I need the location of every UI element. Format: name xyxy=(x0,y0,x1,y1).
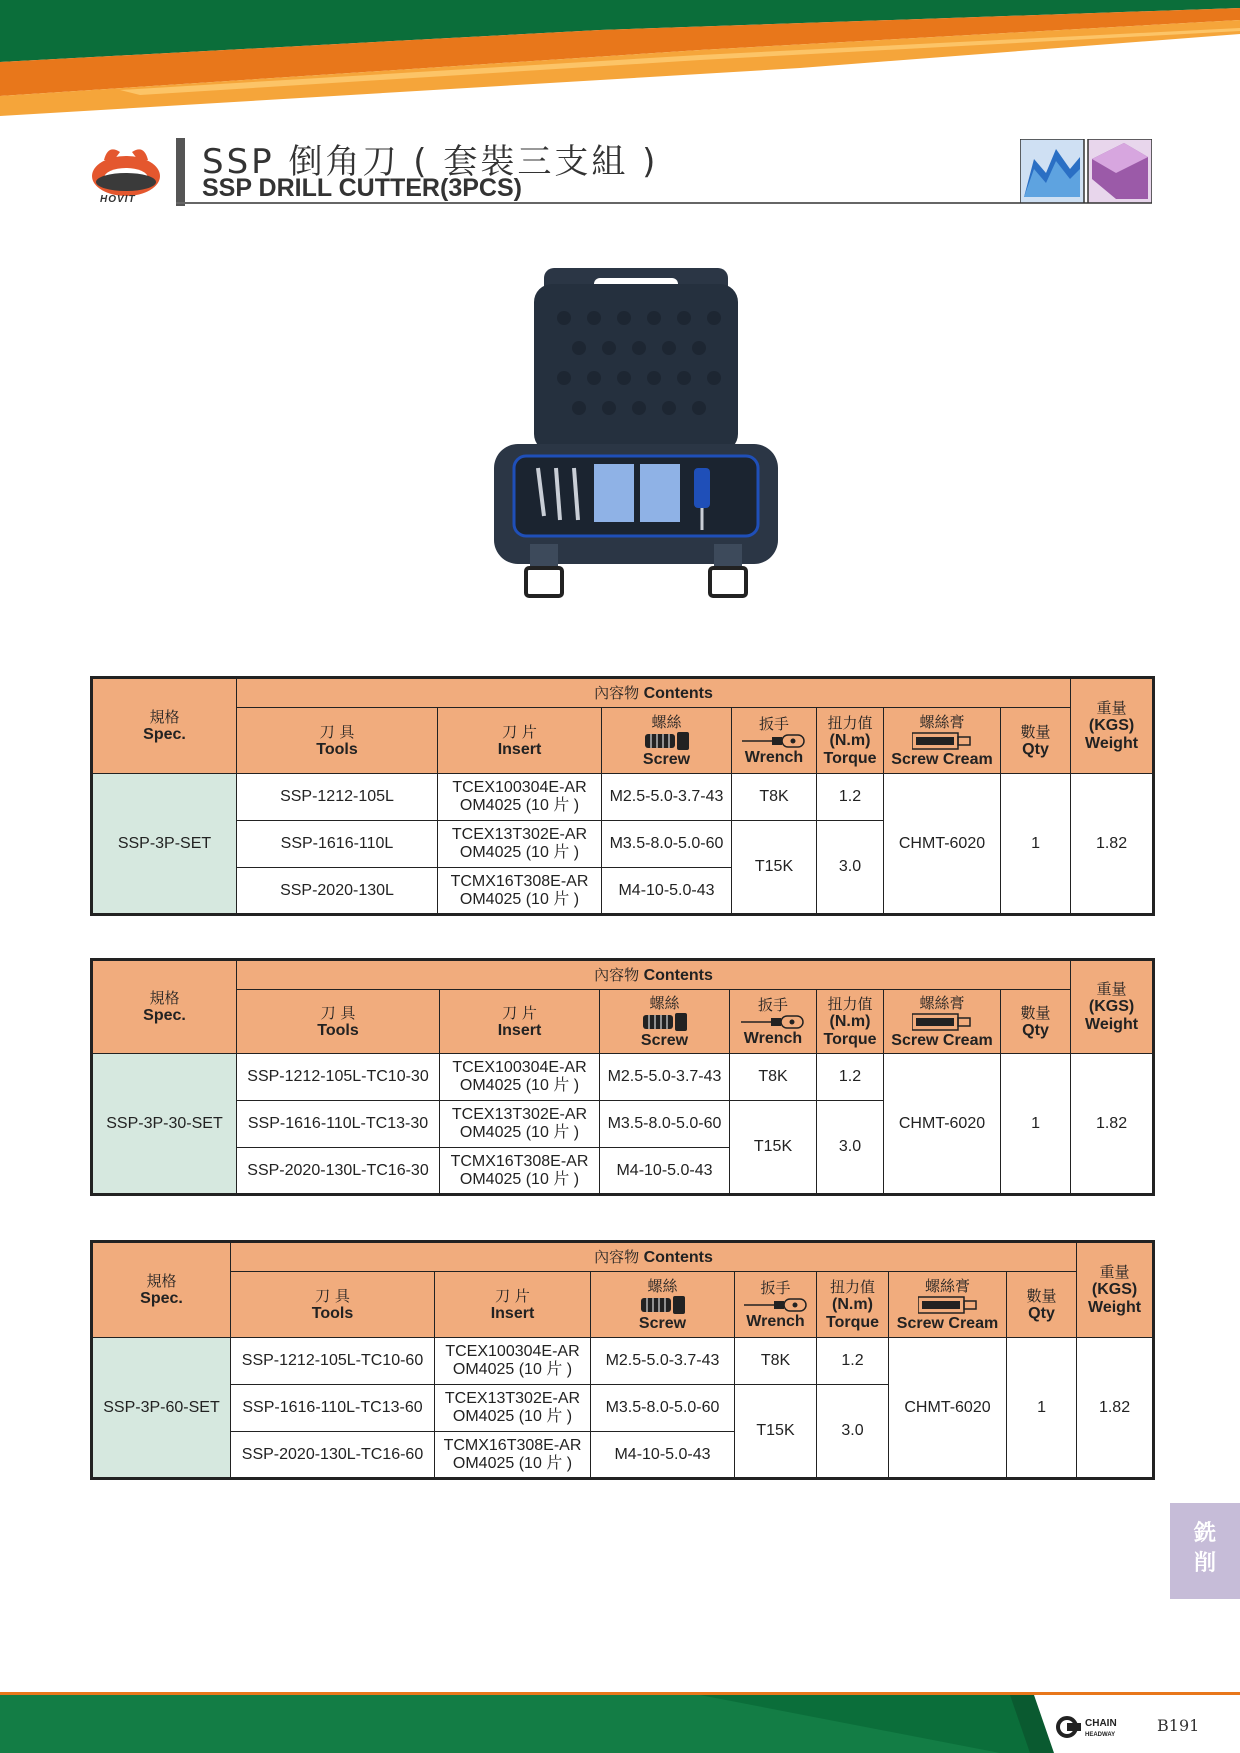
spec-value: SSP-3P-30-SET xyxy=(92,1054,237,1195)
insert-grade: OM4025 (10 片 ) xyxy=(459,844,580,861)
insert-code: TCMX16T308E-AR xyxy=(443,1436,582,1454)
contents-header-cn: 內容物 xyxy=(594,965,640,984)
table-row xyxy=(92,1338,1154,1385)
wrench-icon xyxy=(742,734,806,748)
tools-header-en: Tools xyxy=(311,1304,354,1322)
screw-header xyxy=(600,990,730,1054)
side-tab-char-1: 銑 xyxy=(1193,1521,1216,1546)
spec-header xyxy=(92,960,237,1054)
wrench-value: T15K xyxy=(732,821,817,915)
insert-grade: OM4025 (10 片 ) xyxy=(459,1077,580,1094)
insert-cell xyxy=(440,1101,600,1148)
cream-header-en: Screw Cream xyxy=(891,750,993,768)
qty-header xyxy=(1007,1272,1077,1338)
insert-code: TCEX13T302E-AR xyxy=(451,826,588,843)
wrench-header-en: Wrench xyxy=(746,1312,805,1330)
qty-value: 1 xyxy=(1001,1054,1071,1195)
tool-code: SSP-2020-130L-TC16-60 xyxy=(231,1432,435,1479)
torque-header-en: Torque xyxy=(823,1030,877,1048)
insert-cell xyxy=(438,868,602,915)
category-icons xyxy=(1020,139,1152,203)
side-tab-char-2: 削 xyxy=(1193,1551,1216,1576)
screw-icon xyxy=(645,732,689,750)
qty-header-cn: 數量 xyxy=(1026,1286,1057,1305)
torque-header xyxy=(817,990,884,1054)
weight-header-en: Weight xyxy=(1085,1016,1139,1033)
insert-header-cn: 刀 片 xyxy=(502,1003,537,1022)
screw-code: M4-10-5.0-43 xyxy=(602,868,732,915)
title-accent-bar xyxy=(176,138,185,206)
spec-table-1 xyxy=(90,676,1155,916)
page-number: B191 xyxy=(1157,1716,1200,1735)
wrench-header xyxy=(735,1272,817,1338)
cream-header-cn: 螺絲膏 xyxy=(924,1276,970,1295)
weight-header-cn: 重量 xyxy=(1096,980,1127,998)
screw-code: M3.5-8.0-5.0-60 xyxy=(600,1101,730,1148)
torque-value: 3.0 xyxy=(817,821,884,915)
weight-header-en: Weight xyxy=(1085,735,1139,752)
weight-header-unit: (KGS) xyxy=(1091,1281,1138,1298)
torque-header-cn: 扭力值 xyxy=(827,713,873,732)
qty-value: 1 xyxy=(1007,1338,1077,1479)
torque-header xyxy=(817,1272,889,1338)
insert-cell xyxy=(440,1148,600,1195)
screw-header-cn: 螺絲 xyxy=(647,1276,678,1295)
tool-code: SSP-1616-110L-TC13-30 xyxy=(237,1101,440,1148)
tool-code: SSP-1212-105L-TC10-30 xyxy=(237,1054,440,1101)
svg-text:HEADWAY: HEADWAY xyxy=(1085,1732,1116,1738)
qty-value: 1 xyxy=(1001,774,1071,915)
page-header xyxy=(90,132,1152,208)
screw-header-en: Screw xyxy=(638,1314,687,1332)
wrench-value: T15K xyxy=(735,1385,817,1479)
top-banner xyxy=(0,0,1240,120)
weight-header-cn: 重量 xyxy=(1099,1263,1130,1281)
svg-text:CHAIN: CHAIN xyxy=(1085,1718,1117,1729)
spec-header-cn: 規格 xyxy=(149,708,180,726)
tools-header xyxy=(237,990,440,1054)
weight-value: 1.82 xyxy=(1071,1054,1154,1195)
spec-table-2 xyxy=(90,958,1155,1196)
torque-value: 1.2 xyxy=(817,1338,889,1385)
insert-code: TCEX100304E-AR xyxy=(452,779,587,796)
page-title-cn: SSP 倒角刀 ( 套裝三支組 ) xyxy=(202,142,659,182)
wrench-value: T15K xyxy=(730,1101,817,1195)
tool-code: SSP-2020-130L xyxy=(237,868,438,915)
cream-header-cn: 螺絲膏 xyxy=(919,712,965,731)
spec-header-en: Spec. xyxy=(143,1007,186,1024)
torque-header-cn: 扭力值 xyxy=(827,994,873,1013)
screw-header-cn: 螺絲 xyxy=(649,993,680,1012)
wrench-header-cn: 扳手 xyxy=(758,714,789,733)
contents-header-cn: 內容物 xyxy=(594,683,640,702)
weight-header-cn: 重量 xyxy=(1096,699,1127,717)
insert-code: TCEX13T302E-AR xyxy=(444,1390,581,1407)
qty-header-en: Qty xyxy=(1022,740,1049,758)
wrench-value: T8K xyxy=(730,1054,817,1101)
insert-code: TCEX100304E-AR xyxy=(452,1059,587,1076)
torque-value: 1.2 xyxy=(817,1054,884,1101)
table-row xyxy=(92,1054,1154,1101)
torque-value: 1.2 xyxy=(817,774,884,821)
insert-header-cn: 刀 片 xyxy=(502,722,537,741)
torque-header-unit: (N.m) xyxy=(829,1012,871,1030)
wrench-header-cn: 扳手 xyxy=(757,995,788,1014)
contents-header xyxy=(237,678,1071,708)
insert-grade: OM4025 (10 片 ) xyxy=(459,1124,580,1141)
insert-cell xyxy=(440,1054,600,1101)
page-title-en: SSP DRILL CUTTER(3PCS) xyxy=(202,174,522,202)
wrench-header-cn: 扳手 xyxy=(760,1278,791,1297)
insert-header-en: Insert xyxy=(497,1021,542,1039)
cream-header-cn: 螺絲膏 xyxy=(919,993,965,1012)
spec-header xyxy=(92,1242,231,1338)
tools-header-cn: 刀 具 xyxy=(320,1003,356,1022)
weight-header xyxy=(1071,960,1154,1054)
tools-header xyxy=(231,1272,435,1338)
insert-header-en: Insert xyxy=(490,1304,535,1322)
qty-header-en: Qty xyxy=(1028,1304,1055,1322)
section-side-tab xyxy=(1170,1503,1240,1599)
qty-header xyxy=(1001,990,1071,1054)
spec-header-en: Spec. xyxy=(140,1290,183,1307)
weight-header-unit: (KGS) xyxy=(1088,998,1135,1015)
screw-icon xyxy=(643,1013,687,1031)
torque-header-en: Torque xyxy=(823,749,877,767)
wrench-value: T8K xyxy=(732,774,817,821)
screw-code: M2.5-5.0-3.7-43 xyxy=(600,1054,730,1101)
tool-code: SSP-1616-110L-TC13-60 xyxy=(231,1385,435,1432)
screw-code: M2.5-5.0-3.7-43 xyxy=(602,774,732,821)
cream-header-en: Screw Cream xyxy=(896,1314,999,1332)
screw-code: M3.5-8.0-5.0-60 xyxy=(591,1385,735,1432)
contents-header xyxy=(237,960,1071,990)
screw-code: M4-10-5.0-43 xyxy=(600,1148,730,1195)
spec-header xyxy=(92,678,237,774)
cream-header xyxy=(889,1272,1007,1338)
insert-code: TCMX16T308E-AR xyxy=(450,872,589,890)
screw-header xyxy=(602,708,732,774)
spec-value: SSP-3P-60-SET xyxy=(92,1338,231,1479)
tool-code: SSP-1212-105L xyxy=(237,774,438,821)
weight-header xyxy=(1071,678,1154,774)
tool-code: SSP-1616-110L xyxy=(237,821,438,868)
tools-header-en: Tools xyxy=(316,740,358,758)
tool-code: SSP-1212-105L-TC10-60 xyxy=(231,1338,435,1385)
cream-header xyxy=(884,990,1001,1054)
tools-header xyxy=(237,708,438,774)
insert-grade: OM4025 (10 片 ) xyxy=(452,1454,573,1472)
wrench-header xyxy=(730,990,817,1054)
insert-cell xyxy=(438,774,602,821)
table-row xyxy=(92,774,1154,821)
spec-header-cn: 規格 xyxy=(146,1272,177,1290)
tools-header-cn: 刀 具 xyxy=(319,722,355,741)
screw-code: M4-10-5.0-43 xyxy=(591,1432,735,1479)
insert-code: TCEX100304E-AR xyxy=(445,1343,580,1360)
insert-grade: OM4025 (10 片 ) xyxy=(459,1170,580,1188)
torque-header-en: Torque xyxy=(825,1313,880,1331)
insert-header-en: Insert xyxy=(497,740,542,758)
header-divider xyxy=(176,202,1152,204)
insert-header xyxy=(440,990,600,1054)
contents-header-en: Contents xyxy=(643,966,713,984)
insert-cell xyxy=(435,1385,591,1432)
contents-header xyxy=(231,1242,1077,1272)
spec-value: SSP-3P-SET xyxy=(92,774,237,915)
insert-cell xyxy=(438,821,602,868)
torque-header-unit: (N.m) xyxy=(829,731,871,749)
screw-header-en: Screw xyxy=(642,750,691,768)
wrench-header xyxy=(732,708,817,774)
spec-header-cn: 規格 xyxy=(149,989,180,1007)
screw-cream-value: CHMT-6020 xyxy=(884,1054,1001,1195)
contents-header-cn: 內容物 xyxy=(594,1247,640,1266)
torque-value: 3.0 xyxy=(817,1101,884,1195)
screw-code: M3.5-8.0-5.0-60 xyxy=(602,821,732,868)
weight-value: 1.82 xyxy=(1071,774,1154,915)
screw-icon xyxy=(641,1296,685,1314)
screw-cream-value: CHMT-6020 xyxy=(889,1338,1007,1479)
screw-cream-icon xyxy=(918,1296,978,1314)
weight-header-en: Weight xyxy=(1088,1299,1142,1316)
spec-header-en: Spec. xyxy=(143,726,186,743)
insert-header xyxy=(435,1272,591,1338)
screw-header-cn: 螺絲 xyxy=(651,712,682,731)
tools-header-en: Tools xyxy=(317,1021,359,1039)
insert-grade: OM4025 (10 片 ) xyxy=(459,890,580,908)
torque-header xyxy=(817,708,884,774)
qty-header xyxy=(1001,708,1071,774)
screw-header-en: Screw xyxy=(640,1031,689,1049)
screw-cream-icon xyxy=(912,1013,972,1031)
torque-header-unit: (N.m) xyxy=(832,1295,873,1313)
weight-header-unit: (KGS) xyxy=(1088,717,1135,734)
contents-header-en: Contents xyxy=(643,684,713,702)
wrench-icon xyxy=(744,1298,808,1312)
chain-headway-logo xyxy=(1055,1712,1135,1742)
torque-value: 3.0 xyxy=(817,1385,889,1479)
tool-code: SSP-2020-130L-TC16-30 xyxy=(237,1148,440,1195)
insert-code: TCEX13T302E-AR xyxy=(451,1106,588,1123)
weight-header xyxy=(1077,1242,1154,1338)
contents-header-en: Contents xyxy=(643,1248,713,1266)
wrench-value: T8K xyxy=(735,1338,817,1385)
wrench-header-en: Wrench xyxy=(743,1029,803,1047)
weight-value: 1.82 xyxy=(1077,1338,1154,1479)
bottom-banner xyxy=(0,1692,1240,1753)
qty-header-cn: 數量 xyxy=(1020,1003,1051,1022)
brand-logo-text: HOVIT xyxy=(100,194,136,205)
screw-cream-value: CHMT-6020 xyxy=(884,774,1001,915)
insert-grade: OM4025 (10 片 ) xyxy=(452,1408,573,1425)
qty-header-cn: 數量 xyxy=(1020,722,1051,741)
product-case-image xyxy=(494,268,778,600)
tools-header-cn: 刀 具 xyxy=(315,1286,350,1305)
insert-code: TCMX16T308E-AR xyxy=(450,1152,589,1170)
insert-cell xyxy=(435,1432,591,1479)
insert-cell xyxy=(435,1338,591,1385)
screw-code: M2.5-5.0-3.7-43 xyxy=(591,1338,735,1385)
wrench-icon xyxy=(741,1015,805,1029)
insert-grade: OM4025 (10 片 ) xyxy=(459,797,580,814)
insert-grade: OM4025 (10 片 ) xyxy=(452,1361,573,1378)
screw-header xyxy=(591,1272,735,1338)
wrench-header-en: Wrench xyxy=(744,748,804,766)
insert-header-cn: 刀 片 xyxy=(495,1286,530,1305)
cream-header xyxy=(884,708,1001,774)
insert-header xyxy=(438,708,602,774)
spec-table-3 xyxy=(90,1240,1155,1480)
qty-header-en: Qty xyxy=(1022,1021,1049,1039)
torque-header-cn: 扭力值 xyxy=(829,1277,875,1296)
cream-header-en: Screw Cream xyxy=(891,1031,993,1049)
screw-cream-icon xyxy=(912,732,972,750)
